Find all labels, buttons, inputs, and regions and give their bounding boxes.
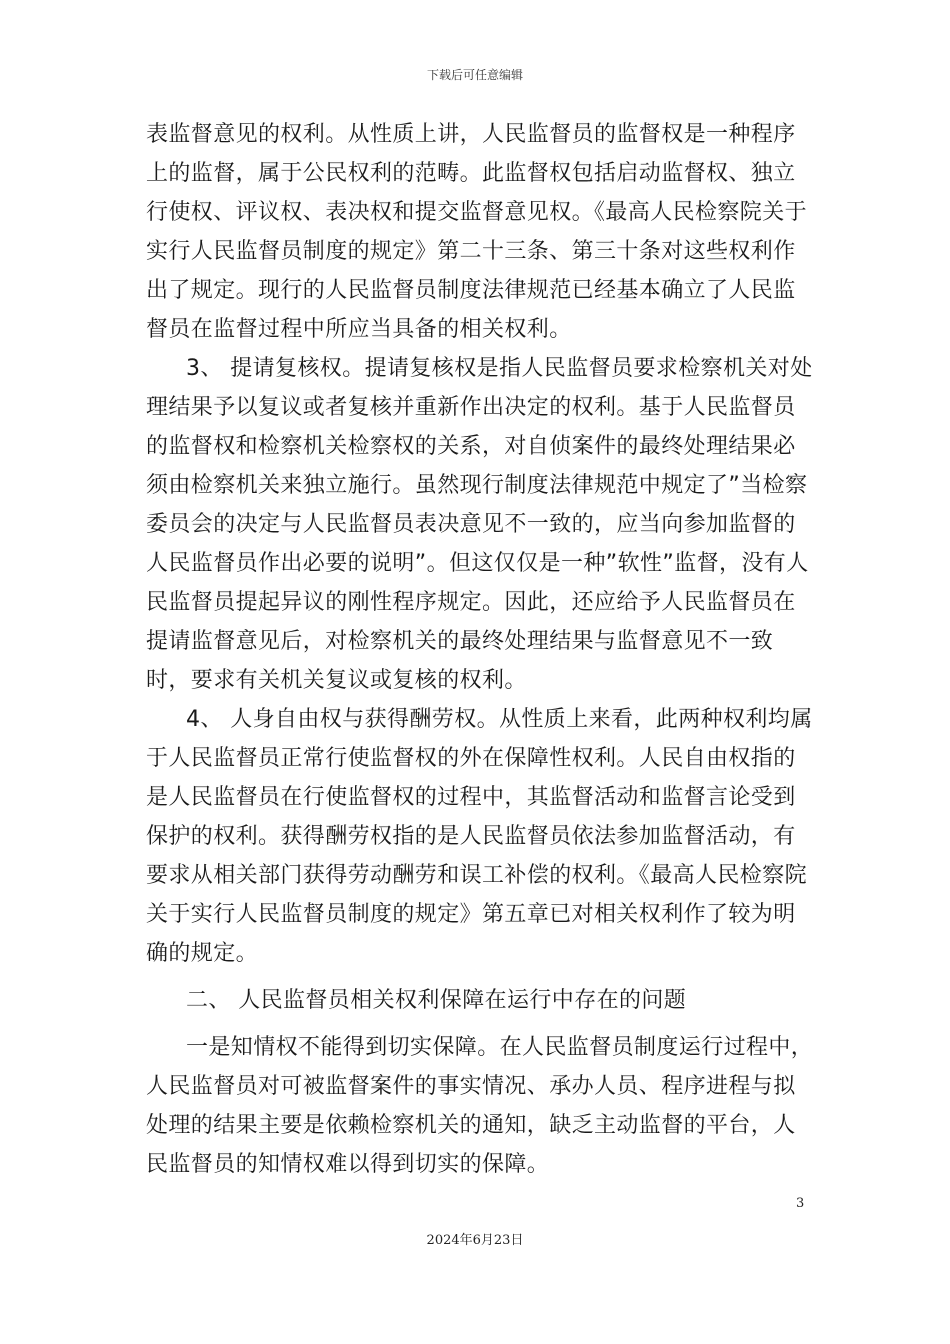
- section-heading: 二、 人民监督员相关权利保障在运行中存在的问题: [186, 988, 687, 1013]
- body-paragraph: 4、 人身自由权与获得酬劳权。从性质上来看，此两种权利均属于人民监督员正常行使监督权的外在保障性权利。人民自由权指的是人民监督员在行使监督权的过程中，其监督活动和监督言论受到保护的权利。获得酬劳权指的是人民监督员依法参加监督活动，有要求从相关部门获得劳动酬劳和误工补偿的权利。《最高人民检察院关于实行人民监督员制度的规定》第五章已对相关权利作了较为明确的规定。: [146, 707, 813, 966]
- body-paragraph: 3、 提请复核权。提请复核权是指人民监督员要求检察机关对处理结果予以复议或者复核并重新作出决定的权利。基于人民监督员的监督权和检察机关检察权的关系，对自侦案件的最终处理结果必须由检察机关来独立施行。虽然现行制度法律规范中规定了”当检察委员会的决定与人民监督员表决意见不一致的，应当向参加监督的人民监督员作出必要的说明”。但这仅仅是一种”软性”监督，没有人民监督员提起异议的刚性程序规定。因此，还应给予人民监督员在提请监督意见后，对检察机关的最终处理结果与监督意见不一致时，要求有关机关复议或复核的权利。: [146, 356, 813, 693]
- document-body: [146, 115, 816, 1184]
- body-paragraph: 一是知情权不能得到切实保障。在人民监督员制度运行过程中，人民监督员对可被监督案件的事实情况、承办人员、程序进程与拟处理的结果主要是依赖检察机关的通知，缺乏主动监督的平台，人民监督员的知情权难以得到切实的保障。: [146, 1035, 814, 1177]
- footer-date: 2024年6月23日: [426, 1233, 524, 1248]
- page-number: 3: [796, 1196, 805, 1211]
- page-header: 下载后可任意编辑: [426, 68, 523, 82]
- body-paragraph: 表监督意见的权利。从性质上讲，人民监督员的监督权是一种程序上的监督，属于公民权利的范畴。此监督权包括启动监督权、独立行使权、评议权、表决权和提交监督意见权。《最高人民检察院关于实行人民监督员制度的规定》第二十三条、第三十条对这些权利作出了规定。现行的人民监督员制度法律规范已经基本确立了人民监督员在监督过程中所应当具备的相关权利。: [146, 122, 808, 342]
